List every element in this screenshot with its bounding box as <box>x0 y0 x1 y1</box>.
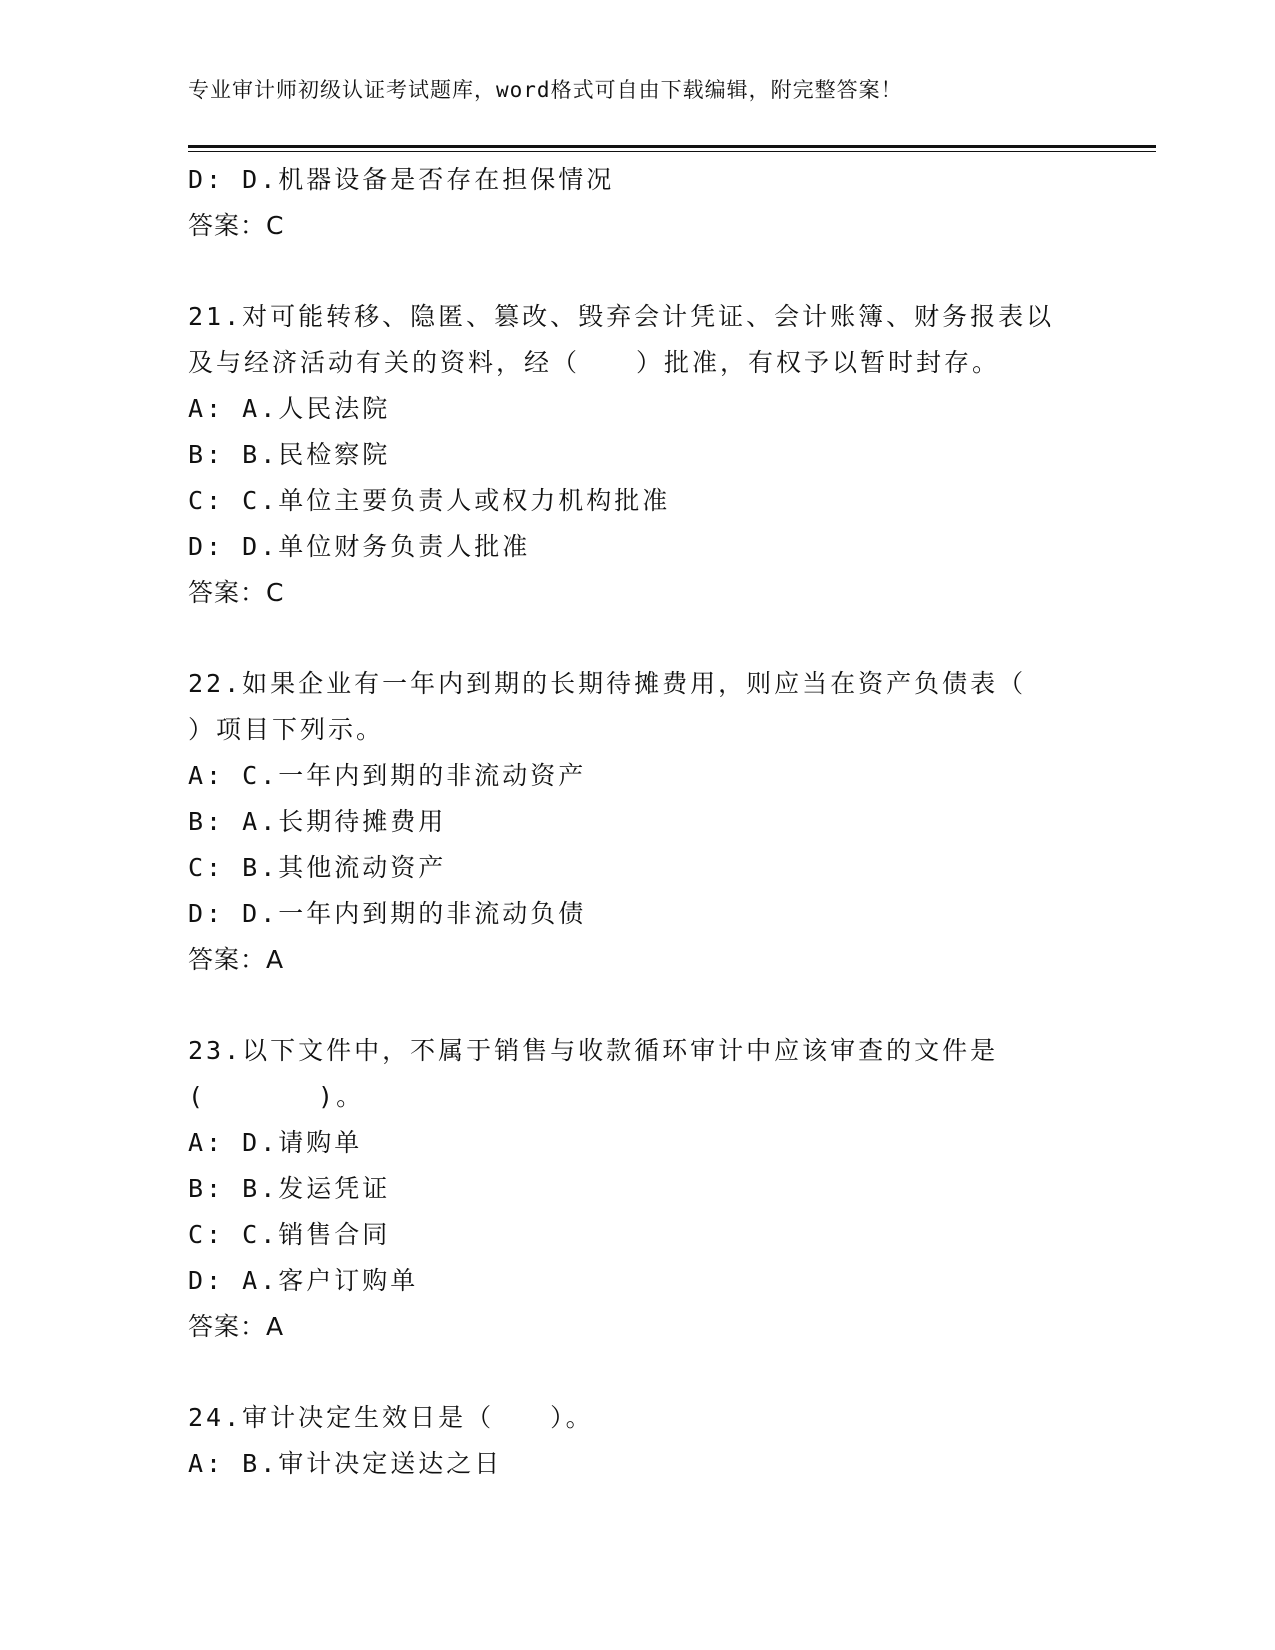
header-rule-thick <box>188 145 1156 148</box>
question-text: 22.如果企业有一年内到期的长期待摊费用，则应当在资产负债表（ <box>188 669 1027 698</box>
question-text: 24.审计决定生效日是（ ）。 <box>188 1403 594 1432</box>
answer-line: 答案：A <box>188 945 285 974</box>
question-text: 及与经济活动有关的资料，经（ ）批准，有权予以暂时封存。 <box>188 348 1001 377</box>
section-gap <box>188 1350 1108 1395</box>
header-rule-thin <box>188 151 1156 152</box>
option-line: B: A.长期待摊费用 <box>188 807 447 836</box>
option-line: D: D.单位财务负责人批准 <box>188 532 531 561</box>
section-gap <box>188 616 1108 661</box>
option-line: A: B.审计决定送达之日 <box>188 1449 503 1478</box>
answer-line: 答案：C <box>188 578 285 607</box>
option-line: C: C.单位主要负责人或权力机构批准 <box>188 486 671 515</box>
question-text: 23.以下文件中，不属于销售与收款循环审计中应该审查的文件是 <box>188 1036 999 1065</box>
answer-line: 答案：C <box>188 211 285 240</box>
answer-line: 答案：A <box>188 1312 285 1341</box>
option-line: B: B.发运凭证 <box>188 1174 391 1203</box>
question-content <box>188 157 1108 1487</box>
option-line: A: C.一年内到期的非流动资产 <box>188 761 587 790</box>
option-line: B: B.民检察院 <box>188 440 391 469</box>
option-line: D: D.一年内到期的非流动负债 <box>188 899 587 928</box>
section-gap <box>188 983 1108 1028</box>
page-header: 专业审计师初级认证考试题库，word格式可自由下载编辑，附完整答案！ <box>188 78 903 102</box>
option-line: C: C.销售合同 <box>188 1220 391 1249</box>
section-gap <box>188 249 1108 294</box>
question-text: 21.对可能转移、隐匿、篡改、毁弃会计凭证、会计账簿、财务报表以 <box>188 302 1055 331</box>
option-line: C: B.其他流动资产 <box>188 853 447 882</box>
question-text: ( )。 <box>188 1082 365 1111</box>
option-line: A: D.请购单 <box>188 1128 363 1157</box>
question-text: ）项目下列示。 <box>188 715 385 744</box>
option-line: A: A.人民法院 <box>188 394 391 423</box>
option-line: D: A.客户订购单 <box>188 1266 419 1295</box>
option-line: D: D.机器设备是否存在担保情况 <box>188 165 615 194</box>
